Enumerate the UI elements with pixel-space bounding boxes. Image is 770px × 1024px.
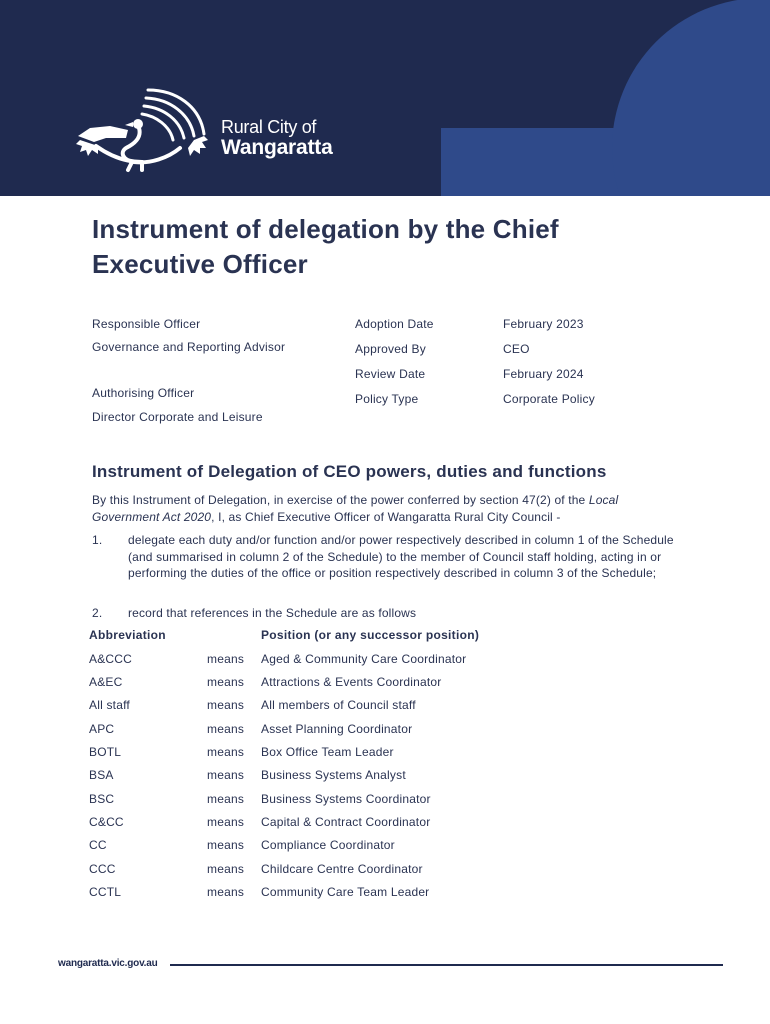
means-cell: means	[207, 652, 245, 666]
adoption-date-value: February 2023	[503, 317, 584, 331]
abbreviation-column-header: Abbreviation	[89, 628, 166, 642]
header-banner	[0, 0, 770, 196]
abbreviation-cell: A&CCC	[89, 652, 133, 666]
means-cell: means	[207, 768, 245, 782]
means-cell: means	[207, 722, 245, 736]
banner-decor-circle	[612, 0, 770, 196]
position-cell: Business Systems Coordinator	[261, 792, 431, 806]
table-row	[0, 675, 770, 695]
list-item-text: delegate each duty and/or function and/or power respectively described in column 1 of the Schedule (and summarised in column 2 of the Schedule) to the member of Council staff holding, acting in or performing the duties of the office or position respectively described in column 3 of the Schedule;	[128, 533, 674, 580]
table-row	[0, 862, 770, 882]
means-cell: means	[207, 838, 245, 852]
adoption-date-label: Adoption Date	[355, 317, 434, 331]
position-column-header: Position (or any successor position)	[261, 628, 480, 642]
means-cell: means	[207, 862, 245, 876]
abbreviation-cell: APC	[89, 722, 115, 736]
council-logo	[76, 84, 356, 174]
means-cell: means	[207, 698, 245, 712]
means-cell: means	[207, 675, 245, 689]
list-item-text: record that references in the Schedule are as follows	[128, 606, 417, 620]
table-row	[0, 768, 770, 788]
abbreviation-cell: BSC	[89, 792, 115, 806]
abbreviation-cell: All staff	[89, 698, 130, 712]
document-title: Instrument of delegation by the Chief Executive Officer	[92, 214, 559, 279]
abbreviation-cell: C&CC	[89, 815, 124, 829]
footer-website-link[interactable]: wangaratta.vic.gov.au	[58, 958, 158, 969]
abbreviation-cell: CCTL	[89, 885, 122, 899]
responsible-officer-value: Governance and Reporting Advisor	[92, 340, 286, 354]
table-row	[0, 815, 770, 835]
policy-type-value: Corporate Policy	[503, 392, 595, 406]
position-cell: Community Care Team Leader	[261, 885, 430, 899]
intro-paragraph	[92, 492, 682, 526]
means-cell: means	[207, 885, 245, 899]
position-cell: Compliance Coordinator	[261, 838, 395, 852]
approved-by-label: Approved By	[355, 342, 426, 356]
table-row	[0, 838, 770, 858]
position-cell: Attractions & Events Coordinator	[261, 675, 442, 689]
review-date-label: Review Date	[355, 367, 426, 381]
logo-text-line1: Rural City of	[221, 117, 317, 137]
logo-wordmark	[221, 118, 333, 159]
position-cell: Box Office Team Leader	[261, 745, 394, 759]
means-cell: means	[207, 792, 245, 806]
abbreviation-cell: A&EC	[89, 675, 123, 689]
list-item-number: 2.	[92, 606, 103, 620]
position-cell: Asset Planning Coordinator	[261, 722, 413, 736]
abbreviation-cell: BSA	[89, 768, 114, 782]
position-cell: All members of Council staff	[261, 698, 416, 712]
authorising-officer-value: Director Corporate and Leisure	[92, 410, 263, 424]
abbreviation-cell: BOTL	[89, 745, 122, 759]
logo-text-line2: Wangaratta	[221, 136, 333, 159]
means-cell: means	[207, 745, 245, 759]
table-row	[0, 885, 770, 905]
position-cell: Business Systems Analyst	[261, 768, 406, 782]
list-item-number: 1.	[92, 533, 103, 547]
abbreviation-cell: CCC	[89, 862, 116, 876]
responsible-officer-label: Responsible Officer	[92, 317, 201, 331]
policy-type-label: Policy Type	[355, 392, 419, 406]
table-row	[0, 652, 770, 672]
abbreviation-cell: CC	[89, 838, 107, 852]
section-heading: Instrument of Delegation of CEO powers, duties and functions	[92, 462, 607, 481]
intro-text-part1: By this Instrument of Delegation, in exercise of the power conferred by section 47(2) of the	[92, 493, 589, 507]
intro-text-part2: , I, as Chief Executive Officer of Wangaratta Rural City Council -	[211, 510, 561, 524]
intro-act-name: Local Government Act 2020	[92, 493, 619, 524]
table-row	[0, 722, 770, 742]
footer-divider	[170, 964, 723, 966]
position-cell: Capital & Contract Coordinator	[261, 815, 431, 829]
means-cell: means	[207, 815, 245, 829]
table-row	[0, 698, 770, 718]
authorising-officer-label: Authorising Officer	[92, 386, 195, 400]
review-date-value: February 2024	[503, 367, 584, 381]
table-row	[0, 745, 770, 765]
approved-by-value: CEO	[503, 342, 530, 356]
position-cell: Aged & Community Care Coordinator	[261, 652, 467, 666]
position-cell: Childcare Centre Coordinator	[261, 862, 423, 876]
table-row	[0, 792, 770, 812]
swan-emblem-icon	[76, 84, 216, 174]
